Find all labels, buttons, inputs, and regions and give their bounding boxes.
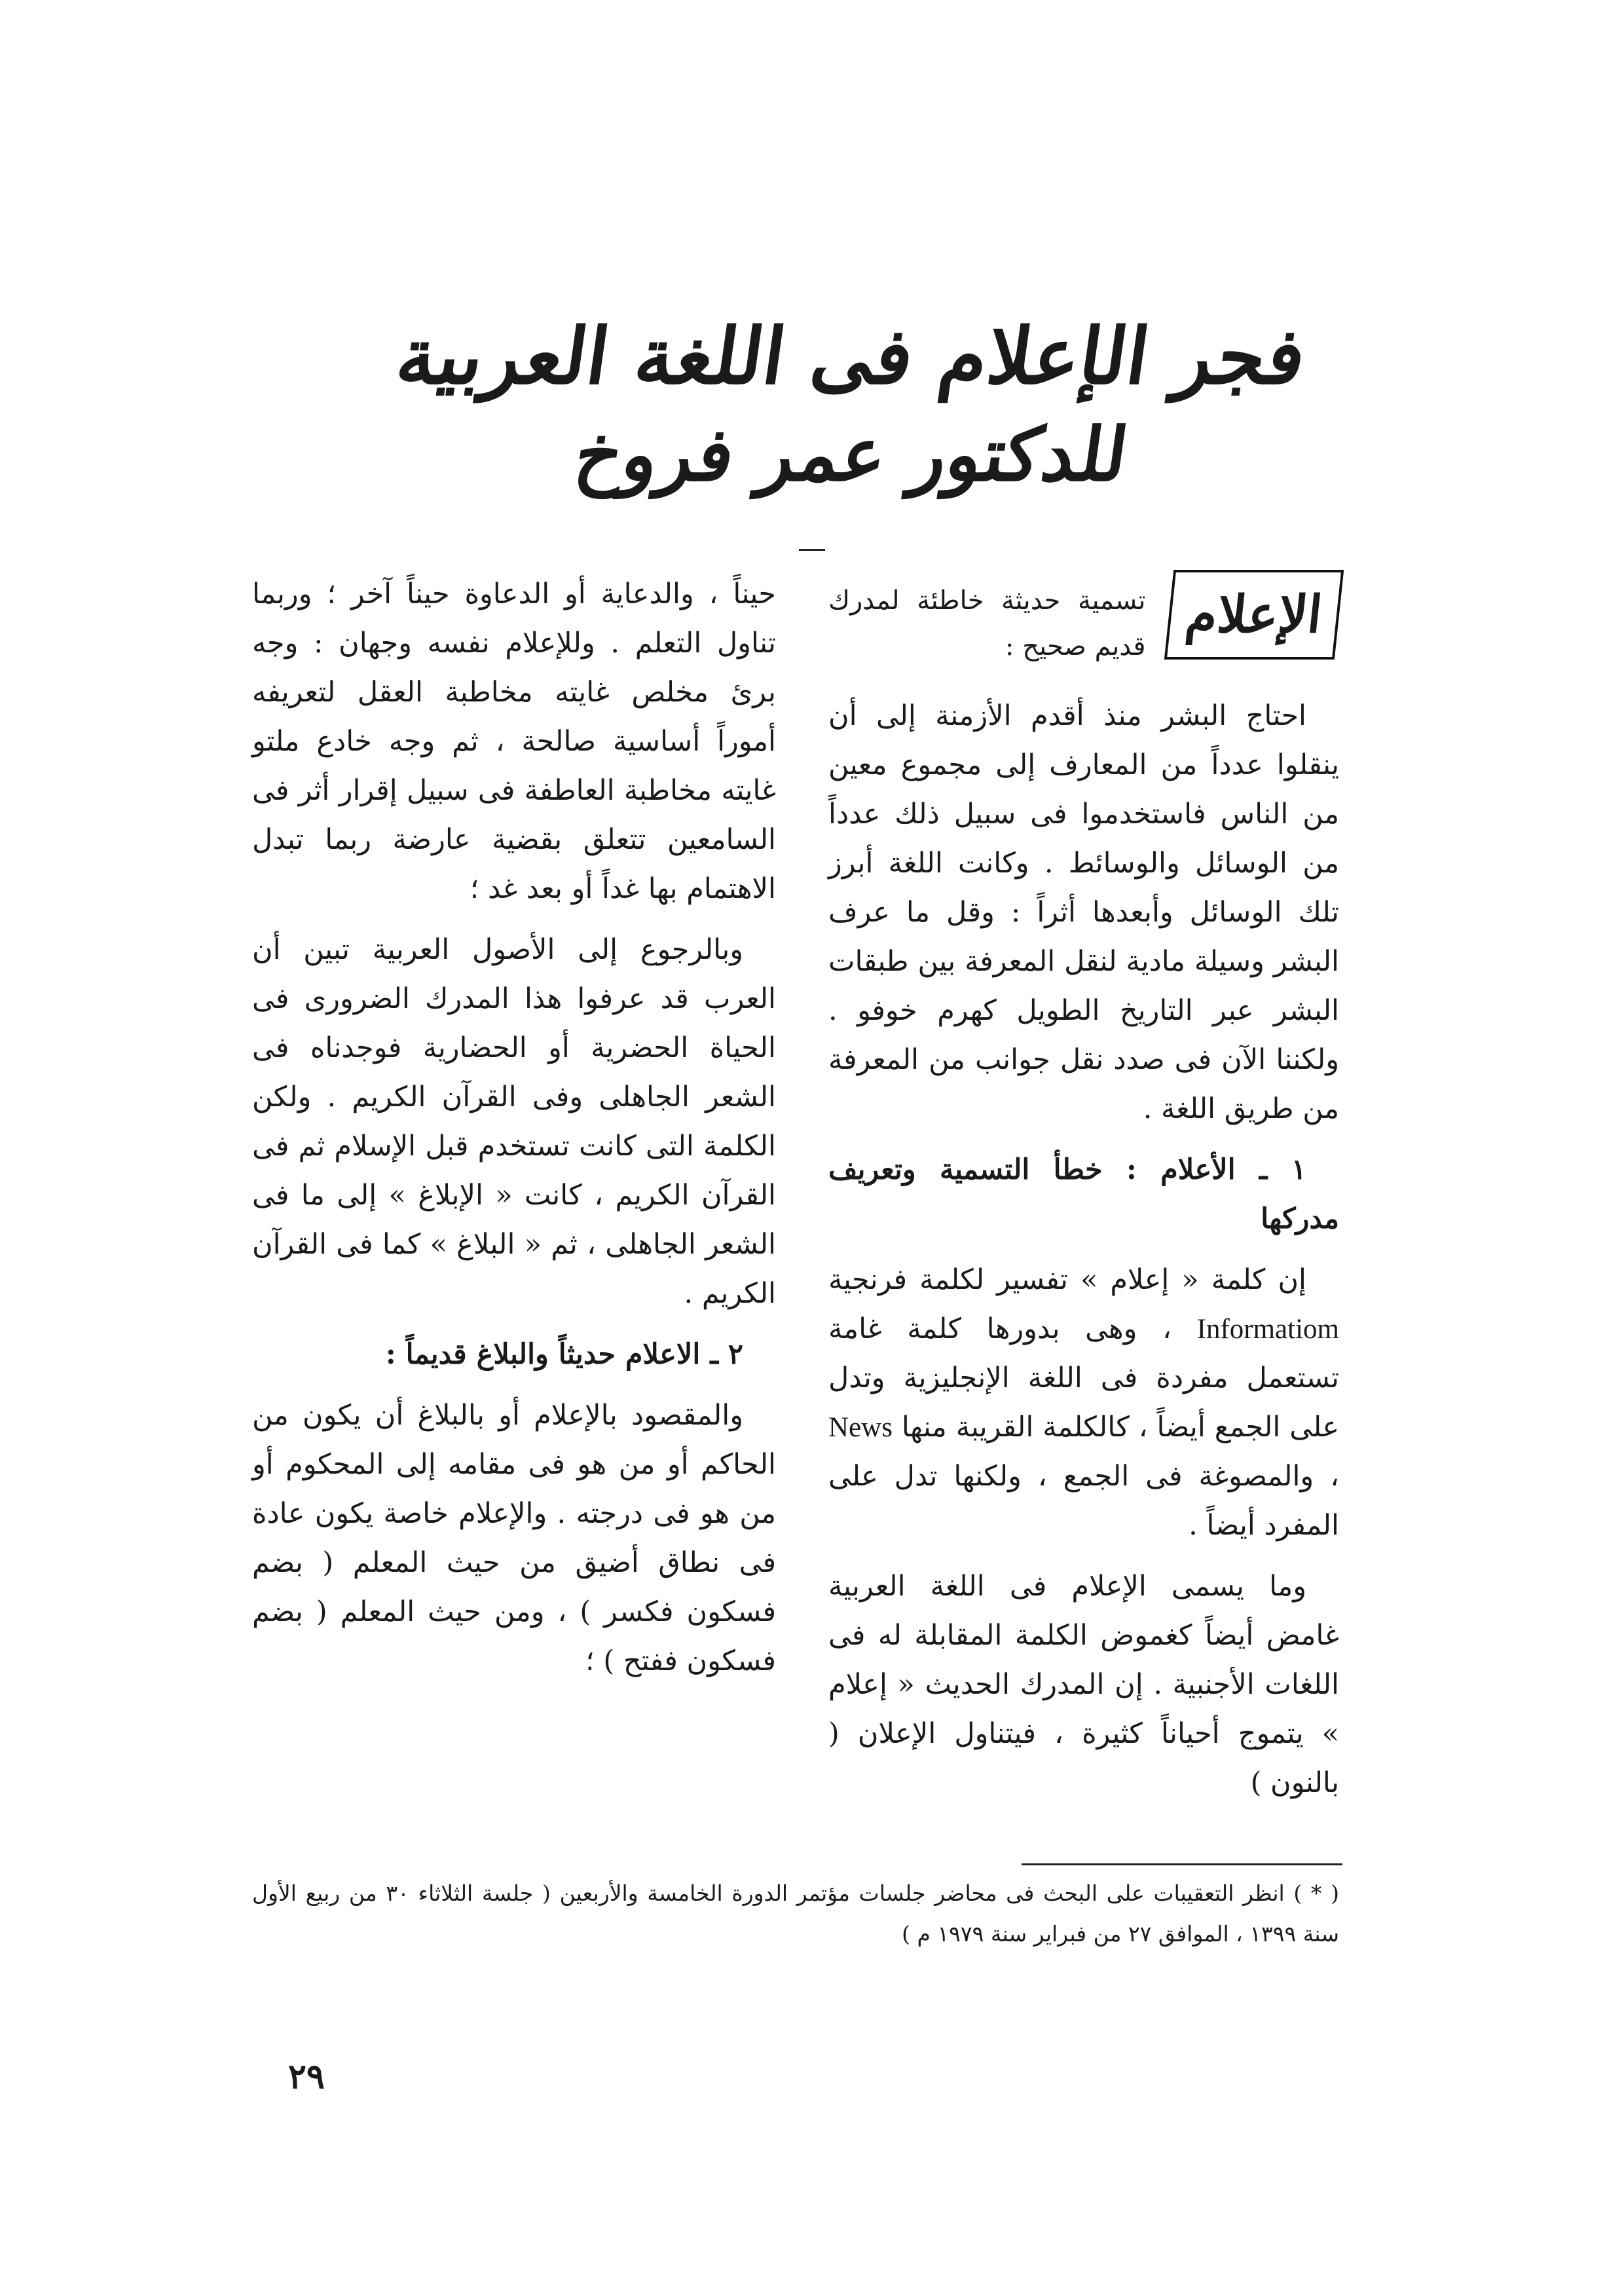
left-column bbox=[252, 570, 776, 1698]
paragraph: حيناً ، والدعاية أو الدعاوة حيناً آخر ؛ وربما تناول التعلم . وللإعلام نفسه وجهان : وجه برئ مخلص غايته مخاطبة العقل لتعريفه أموراً أساسية صالحة ، ثم وجه خادع ملتو غايته مخاطبة العاطفة فى سبيل إقرار أثر فى السامعين تتعلق بقضية عارضة ربما تبدل الاهتمام بها غداً أو بعد غد ؛ bbox=[252, 578, 776, 905]
intro-subtitle: تسمية حديثة خاطئة لمدرك قديم صحيح : bbox=[828, 586, 1146, 662]
intro-row bbox=[828, 570, 1339, 669]
paragraph: والمقصود بالإعلام أو بالبلاغ أن يكون من الحاكم أو من هو فى مقامه إلى المحكوم أو من هو فى درجته . والإعلام خاصة يكون عادة فى نطاق أضيق من حيث المعلم ( بضم فسكون فكسر ) ، ومن حيث المعلم ( بضم فسكون ففتح ) ؛ bbox=[252, 1399, 776, 1677]
paragraph: وما يسمى الإعلام فى اللغة العربية غامض أيضاً كغموض الكلمة المقابلة له فى اللغات الأجنبية . إن المدرك الحديث « إعلام » يتموج أحياناً كثيرة ، فيتناول الإعلان ( بالنون ) bbox=[828, 1570, 1339, 1799]
latin-term: Informatiom bbox=[1196, 1314, 1339, 1345]
paragraph bbox=[828, 1256, 1339, 1550]
article-title: فجر الإعلام فى اللغة العربية bbox=[391, 310, 1312, 401]
section-heading-1: ١ ـ الأعلام : خطأ التسمية وتعريف مدركها bbox=[828, 1153, 1339, 1235]
paragraph-text: ، والمصوغة فى الجمع ، ولكنها تدل على المفرد أيضاً . bbox=[828, 1460, 1339, 1542]
latin-term: News bbox=[828, 1412, 893, 1443]
paragraph-text: ، وهى بدورها كلمة غامة تستعمل مفردة فى اللغة الإنجليزية وتدل على الجمع أيضاً ، كالكلمة القريبة منها bbox=[828, 1313, 1340, 1444]
title-block bbox=[393, 308, 1310, 499]
section-heading-2: ٢ ـ الاعلام حديثاً والبلاغ قديماً : bbox=[385, 1338, 743, 1371]
paragraph: احتاج البشر منذ أقدم الأزمنة إلى أن ينقلوا عدداً من المعارف إلى مجموع معين من الناس فاستخدموا فى سبيل ذلك عدداً من الوسائل والوسائط . وكانت اللغة أبرز تلك الوسائل وأبعدها أثراً : وقل ما عرف البشر وسيلة مادية لنقل المعرفة بين طبقات البشر عبر التاريخ الطويل كهرم خوفو . ولكننا الآن فى صدد نقل جوانب من المعرفة من طريق اللغة . bbox=[828, 700, 1339, 1125]
column-divider-mark bbox=[799, 549, 825, 551]
footnote: ( * ) انظر التعقيبات على البحث فى محاضر جلسات مؤتمر الدورة الخامسة والأربعين ( جلسة الثلاثاء ٣٠ من ربيع الأول سنة ١٣٩٩ ، الموافق ٢٧ من فبراير سنة ١٩٧٩ م ) bbox=[252, 1880, 1339, 1947]
paragraph: وبالرجوع إلى الأصول العربية تبين أن العرب قد عرفوا هذا المدرك الضرورى فى الحياة الحضرية أو الحضارية فوجدناه فى الشعر الجاهلى وفى القرآن الكريم . ولكن الكلمة التى كانت تستخدم قبل الإسلام ثم فى القرآن الكريم ، كانت « الإبلاغ » إلى ما فى الشعر الجاهلى ، ثم « البلاغ » كما فى القرآن الكريم . bbox=[252, 933, 776, 1310]
paragraph-text: إن كلمة « إعلام » تفسير لكلمة فرنجية bbox=[828, 1263, 1306, 1296]
article-author: للدكتور عمر فروخ bbox=[569, 411, 1134, 498]
boxed-heading: الإعلام bbox=[1164, 570, 1344, 660]
right-column bbox=[828, 570, 1339, 1819]
footnote-rule bbox=[1022, 1863, 1342, 1865]
page-number: ٢٩ bbox=[288, 2057, 325, 2097]
